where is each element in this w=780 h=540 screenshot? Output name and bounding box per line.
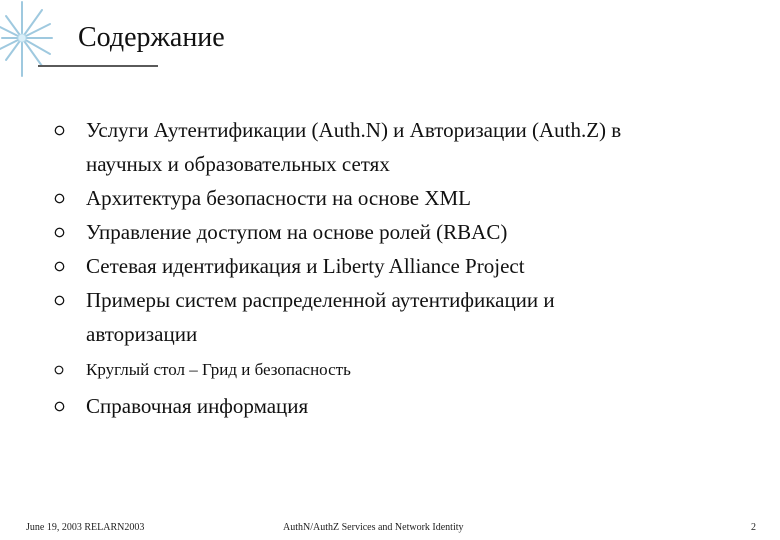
bullet-icon bbox=[54, 401, 65, 412]
bullet-line: Примеры систем распределенной аутентификации и bbox=[86, 288, 555, 312]
bullet-item-liberty bbox=[54, 249, 744, 283]
bullet-line: научных и образовательных сетях bbox=[86, 152, 390, 176]
title-underline bbox=[38, 65, 158, 67]
footer-date-event: June 19, 2003 RELARN2003 bbox=[26, 522, 145, 533]
bullet-line: Круглый стол – Грид и безопасность bbox=[86, 360, 351, 379]
bullet-line: Справочная информация bbox=[86, 394, 309, 418]
bullet-icon bbox=[54, 261, 65, 272]
footer-page-number: 2 bbox=[751, 522, 756, 533]
bullet-icon bbox=[54, 125, 65, 136]
bullet-item-round-table bbox=[54, 357, 744, 383]
bullet-icon bbox=[54, 365, 64, 375]
bullet-item-rbac bbox=[54, 215, 744, 249]
footer-title: AuthN/AuthZ Services and Network Identity bbox=[283, 522, 464, 533]
bullet-item-reference-info bbox=[54, 389, 744, 423]
bullet-icon bbox=[54, 193, 65, 204]
content-bullet-list bbox=[54, 113, 744, 423]
bullet-item-xml-security bbox=[54, 181, 744, 215]
starburst-logo-icon bbox=[0, 0, 58, 80]
bullet-line: Услуги Аутентификации (Auth.N) и Авторизации (Auth.Z) в bbox=[86, 118, 622, 142]
bullet-item-auth-services bbox=[54, 113, 744, 181]
bullet-icon bbox=[54, 227, 65, 238]
bullet-line: Управление доступом на основе ролей (RBAC) bbox=[86, 220, 508, 244]
bullet-icon bbox=[54, 295, 65, 306]
bullet-line: Архитектура безопасности на основе XML bbox=[86, 186, 472, 210]
bullet-item-distributed-auth bbox=[54, 283, 744, 351]
bullet-line: авторизации bbox=[86, 322, 198, 346]
slide-title: Содержание bbox=[78, 22, 225, 53]
bullet-line: Сетевая идентификация и Liberty Alliance Project bbox=[86, 254, 525, 278]
